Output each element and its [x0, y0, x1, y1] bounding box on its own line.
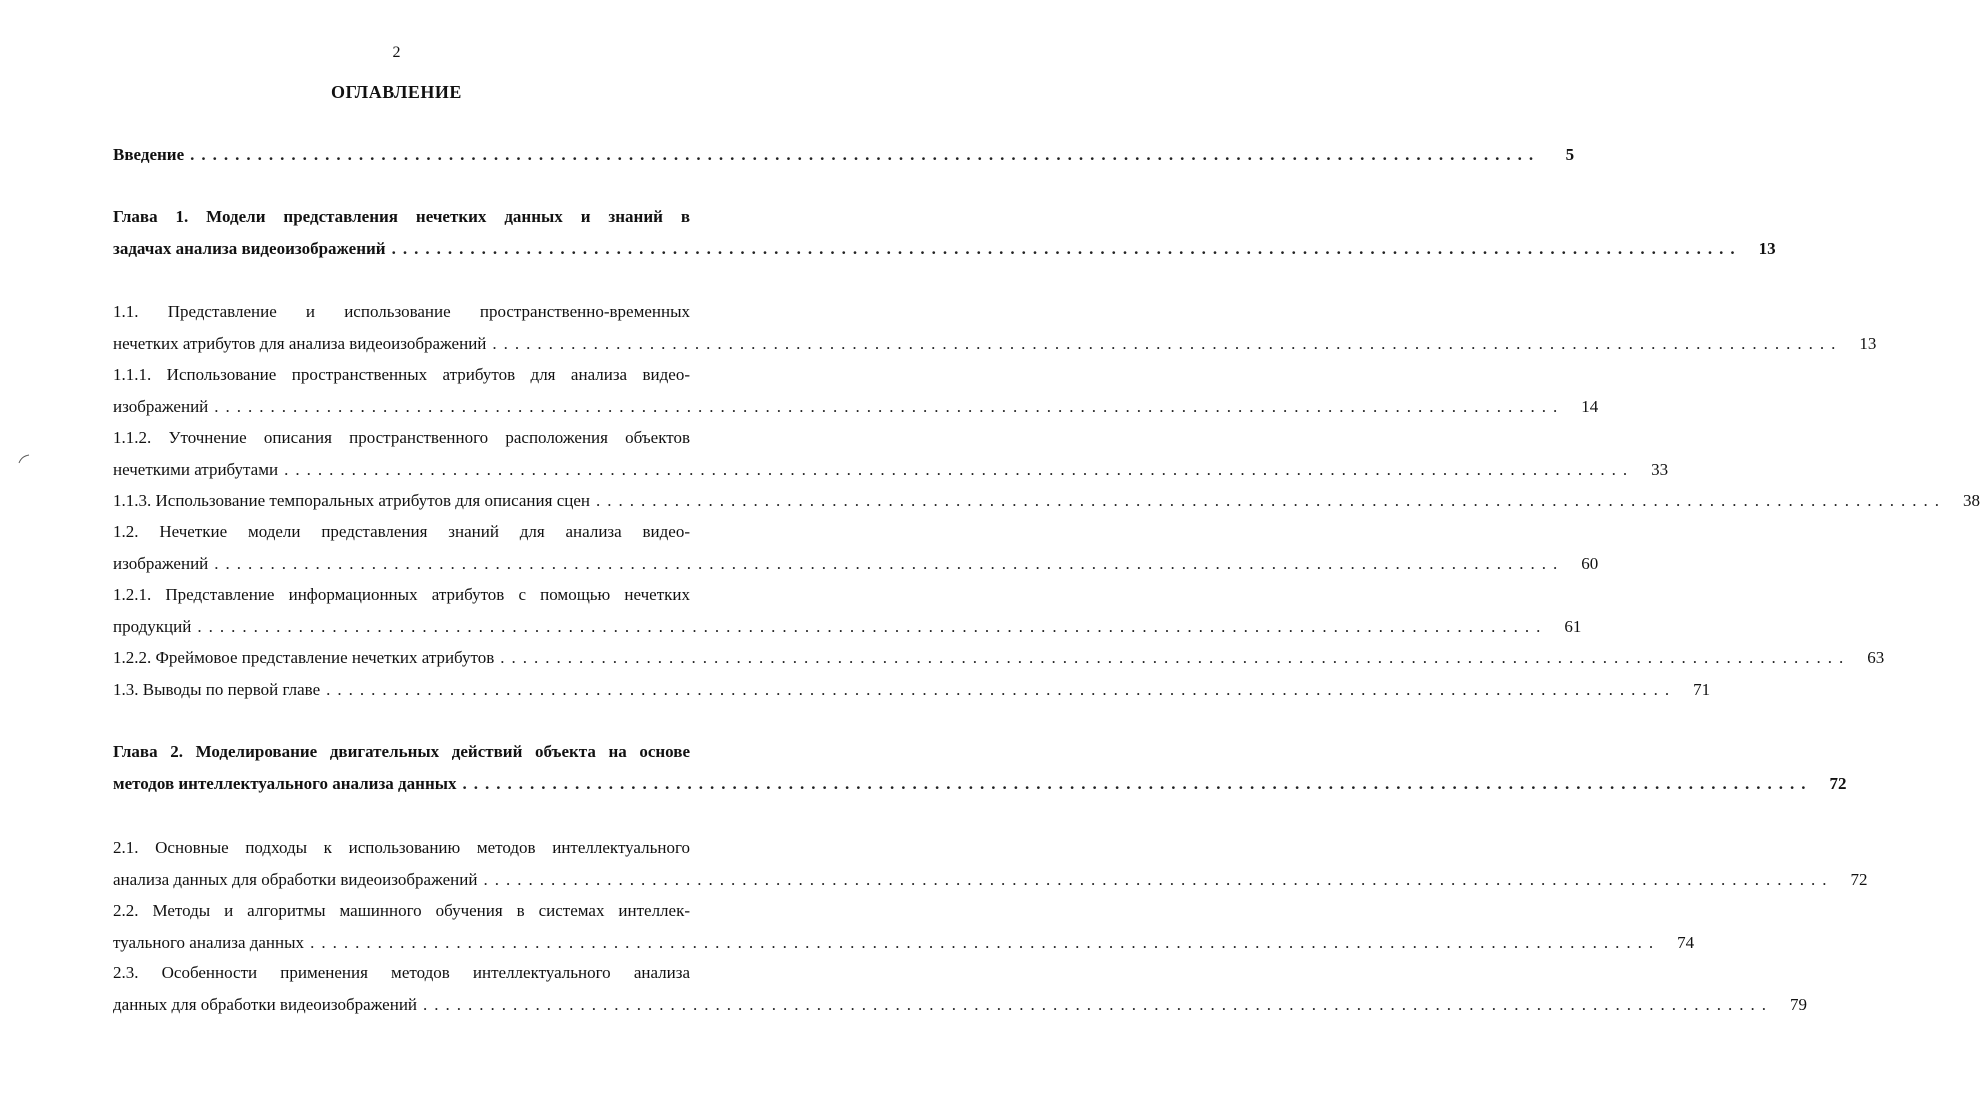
toc-page-number: 5: [1565, 145, 1575, 164]
dot-leader: ........................................................................................................................: [214, 554, 1565, 573]
dot-leader: ........................................................................................................................: [596, 491, 1946, 510]
toc-entry: [113, 548, 1599, 580]
margin-mark: [18, 454, 30, 464]
toc-page-number: 72: [1829, 774, 1847, 793]
dot-leader: ........................................................................................................................: [500, 648, 1851, 667]
toc-entry-line: Глава 2. Моделирование двигательных действий объекта на основе: [113, 742, 690, 761]
toc-page-number: 71: [1693, 680, 1711, 699]
toc-entry-title: 1.1.3. Использование темпоральных атрибутов для описания сцен: [113, 491, 590, 510]
toc-entry-line: 1.1.2. Уточнение описания пространственного расположения объектов: [113, 428, 690, 447]
toc-entry-line: 1.2.1. Представление информационных атрибутов с помощью нечетких: [113, 585, 690, 604]
toc-entry: [113, 989, 1808, 1021]
toc-entry: [113, 139, 1575, 171]
toc-entry-title: нечетких атрибутов для анализа видеоизображений: [113, 334, 487, 353]
toc-page-number: 33: [1651, 460, 1669, 479]
dot-leader: ........................................................................................................................: [391, 239, 1742, 258]
toc-entry: [113, 768, 1847, 800]
toc-page-number: 60: [1581, 554, 1599, 573]
dot-leader: ........................................................................................................................: [462, 774, 1813, 793]
page-number: 2: [392, 44, 401, 61]
dot-leader: ........................................................................................................................: [214, 397, 1565, 416]
toc-page-number: 14: [1581, 397, 1599, 416]
toc-entry: [113, 927, 1695, 959]
toc-entry: [113, 391, 1599, 423]
toc-entry-title: продукций: [113, 617, 192, 636]
page-title: ОГЛАВЛЕНИЕ: [331, 82, 462, 102]
dot-leader: ........................................................................................................................: [492, 334, 1843, 353]
toc-entry-line: 2.3. Особенности применения методов интеллектуального анализа: [113, 963, 690, 982]
toc-entry: [113, 233, 1776, 265]
toc-entry-line: 2.2. Методы и алгоритмы машинного обучения в системах интеллек-: [113, 901, 690, 920]
toc-entry-line: 1.1.1. Использование пространственных атрибутов для анализа видео-: [113, 365, 690, 384]
toc-entry-line: 1.2. Нечеткие модели представления знаний для анализа видео-: [113, 522, 690, 541]
toc-page-number: 13: [1859, 334, 1877, 353]
toc-entry-line: Глава 1. Модели представления нечетких данных и знаний в: [113, 207, 690, 226]
toc-entry: [113, 611, 1582, 643]
toc-entry: [113, 864, 1868, 896]
dot-leader: ........................................................................................................................: [197, 617, 1548, 636]
toc-entry-title: нечеткими атрибутами: [113, 460, 279, 479]
dot-leader: ........................................................................................................................: [190, 145, 1541, 164]
toc-entry: [113, 454, 1669, 486]
toc-entry-title: методов интеллектуального анализа данных: [113, 774, 457, 793]
toc-page-number: 61: [1564, 617, 1582, 636]
dot-leader: ........................................................................................................................: [284, 460, 1635, 479]
toc-page-number: 74: [1677, 933, 1695, 952]
toc-page-number: 13: [1758, 239, 1776, 258]
toc-entry: [113, 485, 1980, 517]
dot-leader: ........................................................................................................................: [310, 933, 1661, 952]
toc-entry-title: Введение: [113, 145, 185, 164]
dot-leader: ........................................................................................................................: [423, 995, 1774, 1014]
toc-entry-title: 1.3. Выводы по первой главе: [113, 680, 321, 699]
toc-entry-title: анализа данных для обработки видеоизображений: [113, 870, 478, 889]
toc-page-number: 63: [1867, 648, 1885, 667]
toc-page-number: 72: [1850, 870, 1868, 889]
toc-page-number: 38: [1963, 491, 1980, 510]
toc-entry-title: изображений: [113, 554, 209, 573]
toc-entry: [113, 642, 1885, 674]
toc-entry-title: данных для обработки видеоизображений: [113, 995, 418, 1014]
dot-leader: ........................................................................................................................: [326, 680, 1677, 699]
toc-entry-line: 2.1. Основные подходы к использованию методов интеллектуального: [113, 838, 690, 857]
toc-entry-title: задачах анализа видеоизображений: [113, 239, 386, 258]
dot-leader: ........................................................................................................................: [483, 870, 1834, 889]
toc-page-number: 79: [1790, 995, 1808, 1014]
toc-entry-title: изображений: [113, 397, 209, 416]
toc-entry: [113, 674, 1711, 706]
toc-entry: [113, 328, 1877, 360]
toc-entry-title: 1.2.2. Фреймовое представление нечетких атрибутов: [113, 648, 495, 667]
toc-entry-title: туального анализа данных: [113, 933, 305, 952]
toc-entry-line: 1.1. Представление и использование пространственно-временных: [113, 302, 690, 321]
